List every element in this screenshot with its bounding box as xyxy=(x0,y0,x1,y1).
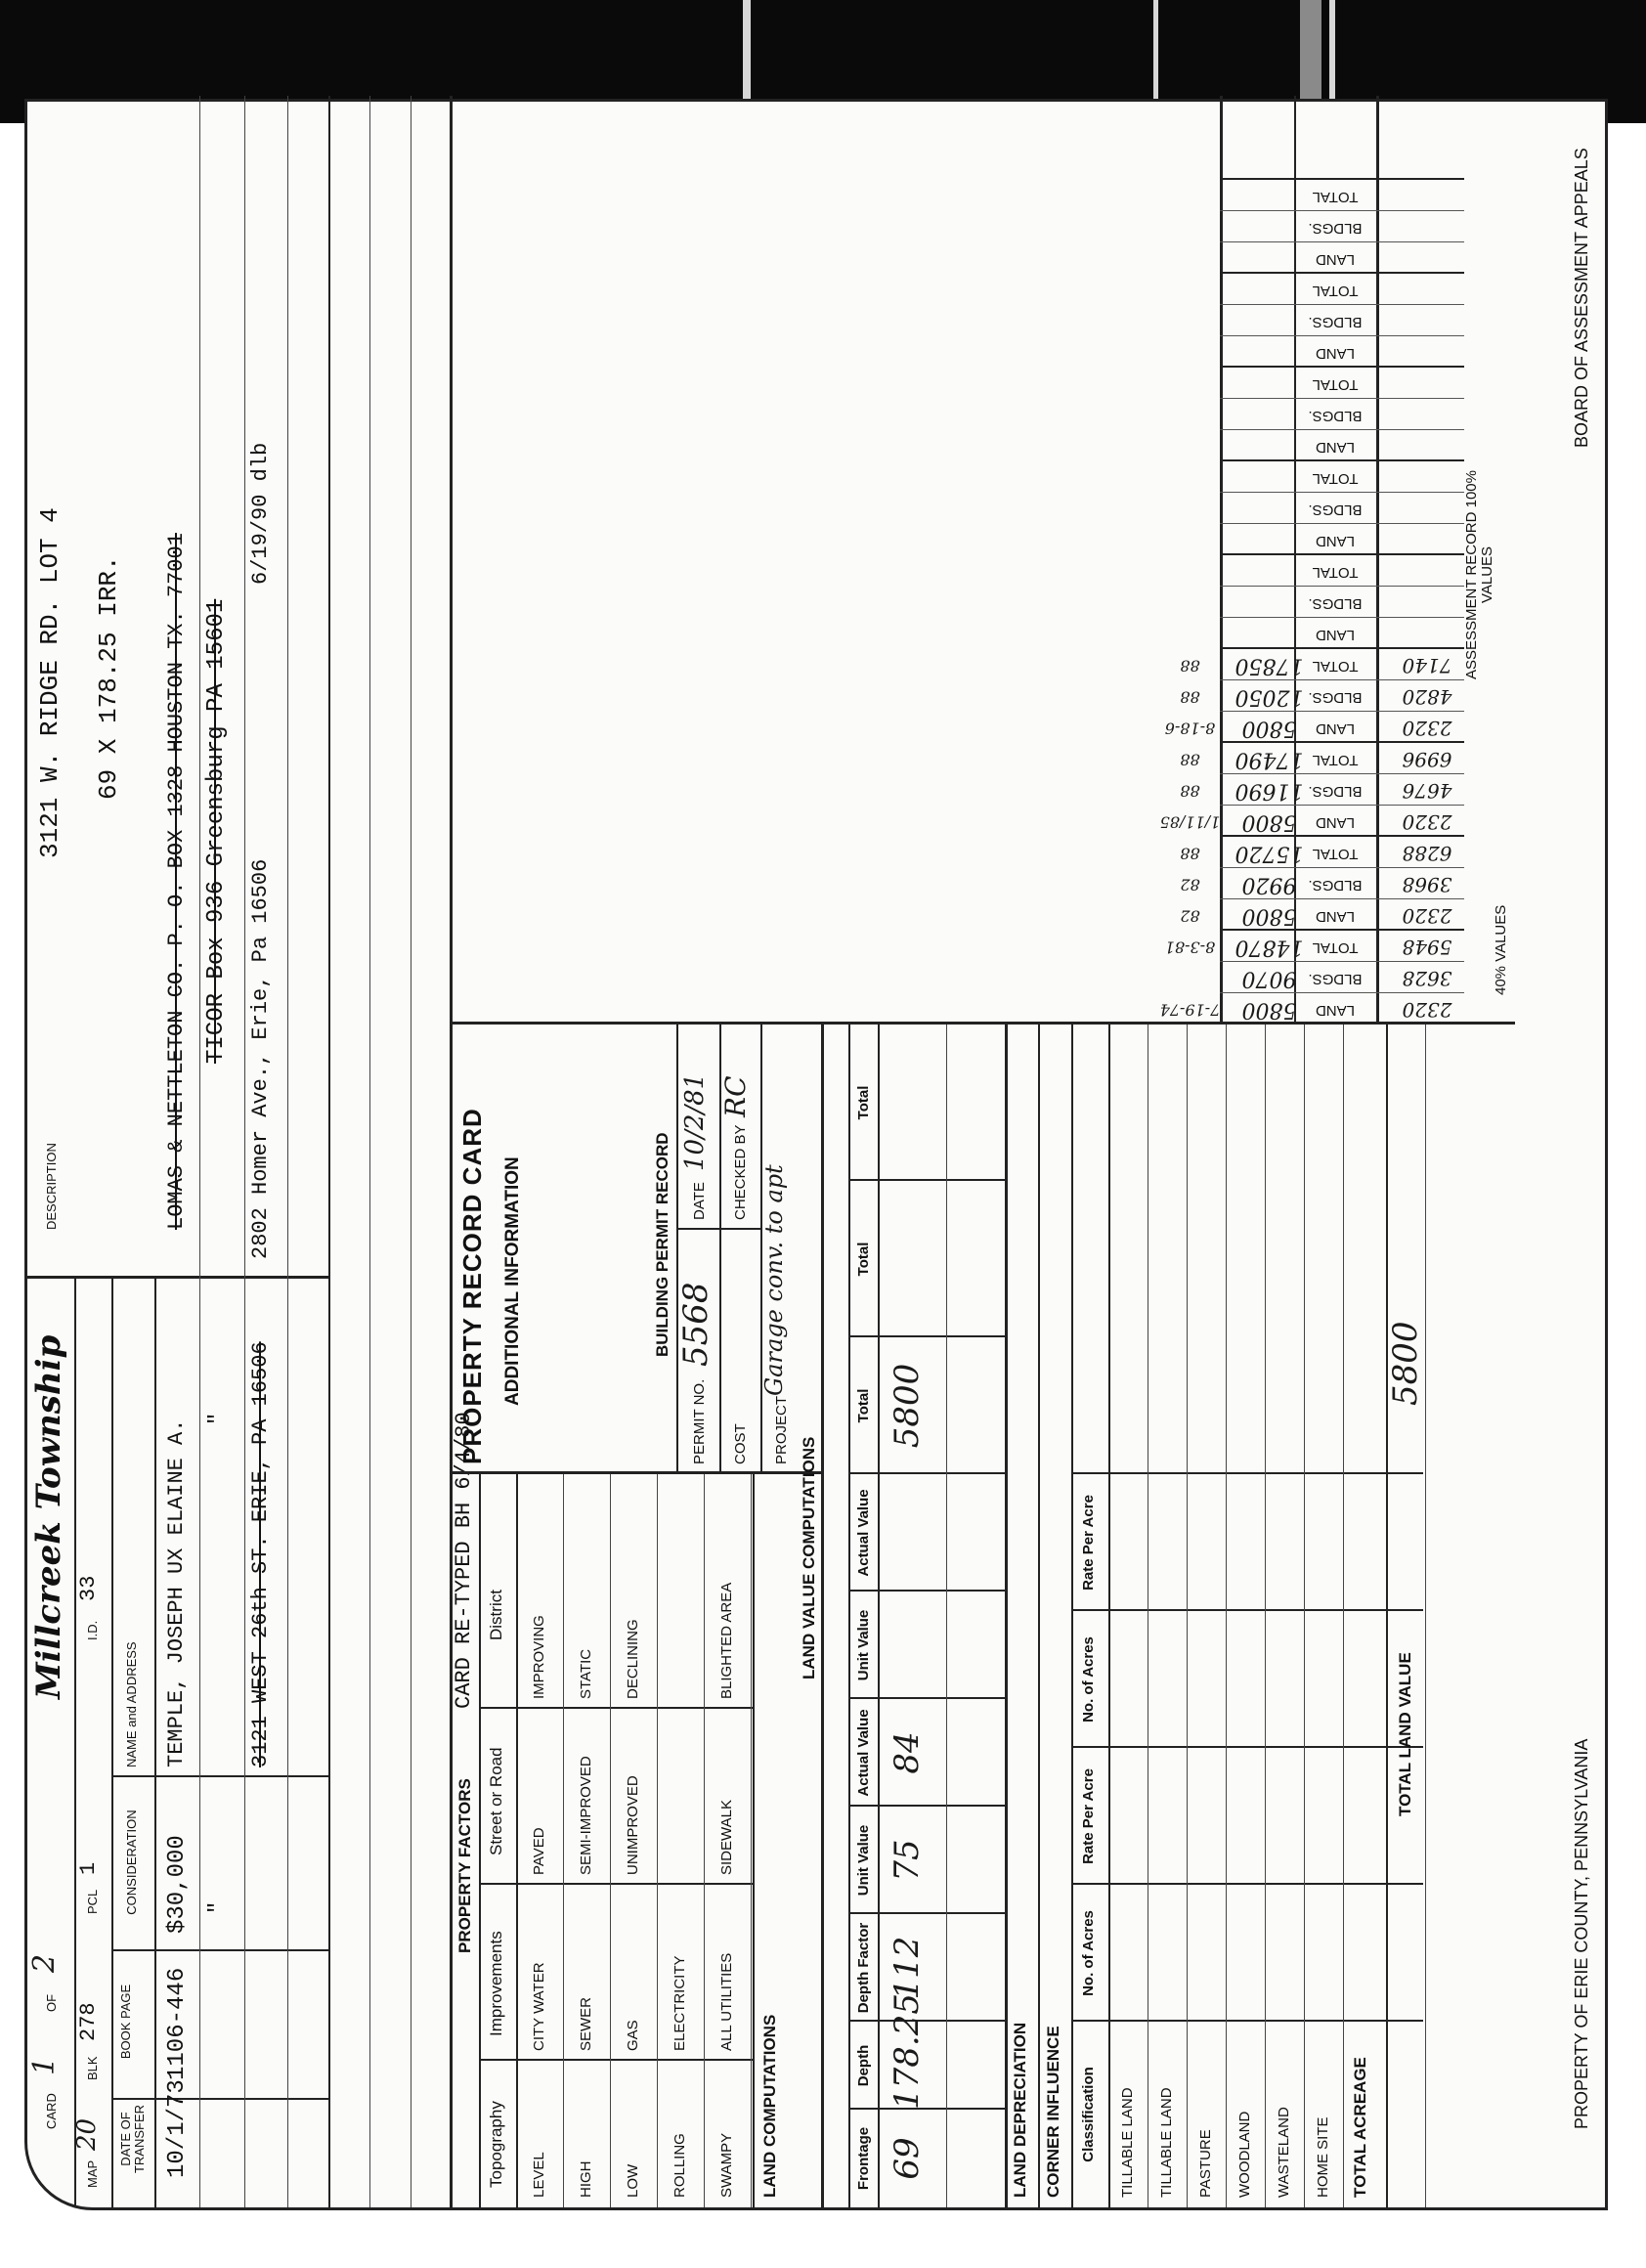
rule xyxy=(479,2059,753,2061)
total-land-value-amount: 5800 xyxy=(1386,1321,1425,1406)
land-value-column-header: Actual Value xyxy=(855,1489,872,1577)
rule xyxy=(1220,773,1464,774)
rule xyxy=(1220,741,1464,743)
land-value-column-header: Unit Value xyxy=(855,1824,872,1897)
assessment-100-value: 17490 xyxy=(1234,747,1304,772)
acreage-row-label: TILLABLE LAND xyxy=(1158,2087,1175,2198)
acreage-column-header: No. of Acres xyxy=(1080,1910,1097,1996)
assessment-row-label: LAND xyxy=(1316,627,1356,643)
assessment-row-label: TOTAL xyxy=(1312,189,1359,205)
factor-improvements-cell: SEWER xyxy=(578,1996,594,2051)
assessment-row-label: LAND xyxy=(1316,720,1356,737)
assessment-change-date: 8-18-6 xyxy=(1164,719,1216,738)
rule xyxy=(1220,647,1464,649)
blk-label: BLK xyxy=(85,2056,100,2080)
assessment-40-value: 6996 xyxy=(1402,748,1452,771)
land-value-column-header: Depth xyxy=(855,2044,872,2087)
assessment-change-date: 88 xyxy=(1180,844,1200,863)
land-value-cell: 84 xyxy=(888,1731,927,1774)
acreage-column-header: Classification xyxy=(1080,2067,1097,2162)
rule xyxy=(1220,898,1464,899)
ditto-mark: " xyxy=(205,1412,230,1425)
acreage-row-label: HOME SITE xyxy=(1315,2116,1331,2198)
assessment-40-value: 2320 xyxy=(1402,998,1452,1022)
checked-by-label: CHECKED BY xyxy=(732,1124,749,1220)
pcl-label: PCL xyxy=(85,1889,100,1914)
factor-improvements-cell: ELECTRICITY xyxy=(671,1955,688,2051)
land-value-cell: 178.25 xyxy=(888,1993,927,2110)
factor-improvements-cell: GAS xyxy=(625,2020,641,2051)
factor-district-cell: DECLINING xyxy=(625,1619,641,1699)
assessment-100-value: 15720 xyxy=(1234,841,1304,866)
rule xyxy=(111,1279,113,2207)
factor-street-cell: SIDEWALK xyxy=(718,1800,735,1875)
consideration-label: CONSIDERATION xyxy=(124,1810,139,1915)
rule xyxy=(1226,1025,1227,2207)
rule xyxy=(848,1179,1005,1181)
rule xyxy=(1220,304,1464,305)
rule xyxy=(1038,1025,1040,2207)
rule xyxy=(1220,961,1464,962)
factor-district-cell: BLIGHTED AREA xyxy=(718,1582,735,1699)
card-total: 2 xyxy=(27,1953,62,1973)
rule xyxy=(1220,867,1464,868)
land-value-cell: 75 xyxy=(888,1839,927,1882)
assessment-40-value: 4676 xyxy=(1402,779,1452,803)
assessment-row-label: BLDGS. xyxy=(1308,595,1363,612)
rule xyxy=(1425,1025,1426,2207)
property-factors-title: PROPERTY FACTORS xyxy=(455,1778,474,1953)
rule xyxy=(328,96,330,2207)
project-label: PROJECT xyxy=(773,1395,790,1464)
factor-street-cell: PAVED xyxy=(531,1827,547,1875)
assessment-change-date: 88 xyxy=(1180,687,1200,707)
land-value-column-header: Depth Factor xyxy=(855,1922,872,2014)
factor-topography-cell: LEVEL xyxy=(531,2152,547,2198)
district-header: District xyxy=(487,1590,505,1640)
rule xyxy=(1220,586,1464,587)
rule xyxy=(1071,1025,1073,2207)
assessment-40-value: 2320 xyxy=(1402,904,1452,928)
acreage-column-header: Rate Per Acre xyxy=(1080,1495,1097,1591)
rule xyxy=(1220,523,1464,524)
assessment-row-label: TOTAL xyxy=(1312,846,1359,862)
land-value-cell: 69 xyxy=(888,2137,927,2180)
id-label: I.D. xyxy=(85,1620,100,1640)
rule xyxy=(821,1025,824,2207)
assessment-row-label: BLDGS. xyxy=(1308,877,1363,894)
additional-info-label: ADDITIONAL INFORMATION xyxy=(502,1156,523,1406)
corner-influence-title: CORNER INFLUENCE xyxy=(1044,2026,1062,2198)
rule xyxy=(610,1474,611,2207)
improvements-header: Improvements xyxy=(487,1931,505,2036)
rule xyxy=(848,1025,850,2207)
assessment-row-label: BLDGS. xyxy=(1308,408,1363,424)
assessment-40-value: 4820 xyxy=(1402,685,1452,709)
land-value-column-header: Total xyxy=(855,1085,872,1120)
rule xyxy=(946,1025,947,2207)
rule xyxy=(1220,929,1464,931)
assessment-change-date: 82 xyxy=(1180,906,1200,926)
rule xyxy=(1220,805,1464,806)
rule xyxy=(1220,492,1464,493)
assessment-row-label: TOTAL xyxy=(1312,564,1359,581)
rule xyxy=(1220,992,1464,993)
assessment-change-date: 8-3-81 xyxy=(1164,938,1216,957)
ticor-address-struck: TICOR Box 936 Greensburg PA 15601 xyxy=(203,598,230,1064)
rule xyxy=(1220,241,1464,242)
ditto-mark: " xyxy=(205,1900,230,1914)
factor-topography-cell: ROLLING xyxy=(671,2133,688,2198)
land-value-cell: 5800 xyxy=(888,1363,927,1449)
assessment-row-label: LAND xyxy=(1316,1002,1356,1019)
assessment-row-label: LAND xyxy=(1316,814,1356,831)
rule xyxy=(199,96,200,2207)
book-page-label: BOOK PAGE xyxy=(118,1984,133,2060)
rule xyxy=(111,1775,328,1777)
forty-percent-label: 40% VALUES xyxy=(1493,904,1509,995)
assessment-100-value: 9070 xyxy=(1241,966,1297,991)
card-number: 1 xyxy=(27,2056,62,2075)
rule xyxy=(1220,553,1464,555)
card-area xyxy=(0,123,1646,2268)
rule xyxy=(450,1471,821,1474)
map-label: MAP xyxy=(85,2159,100,2188)
rule xyxy=(1220,210,1464,211)
rule xyxy=(1220,835,1464,837)
rule xyxy=(1220,617,1464,618)
rule xyxy=(563,1474,564,2207)
card-label: CARD xyxy=(44,2093,59,2129)
township-title: Millcreek Township xyxy=(29,1334,68,1699)
rule xyxy=(848,1805,1005,1807)
rule xyxy=(1220,398,1464,399)
rule xyxy=(753,1474,755,2207)
rule xyxy=(479,1707,753,1709)
transfer-date: 10/1/73 xyxy=(164,2079,191,2178)
assessment-40-value: 6288 xyxy=(1402,842,1452,865)
factor-topography-cell: HIGH xyxy=(578,2160,594,2198)
acreage-column-header: No. of Acres xyxy=(1080,1636,1097,1723)
permit-number: 5568 xyxy=(676,1282,715,1367)
assessment-row-label: BLDGS. xyxy=(1308,502,1363,518)
assessment-row-label: BLDGS. xyxy=(1308,971,1363,987)
assessment-row-label: TOTAL xyxy=(1312,939,1359,956)
factor-topography-cell: SWAMPY xyxy=(718,2132,735,2198)
rule xyxy=(1071,1746,1423,1748)
assessment-row-label: TOTAL xyxy=(1312,470,1359,487)
acreage-row-label: TILLABLE LAND xyxy=(1119,2087,1136,2198)
rule xyxy=(411,96,412,2207)
description-label: DESCRIPTION xyxy=(44,1143,59,1230)
assessment-100-value: 12050 xyxy=(1234,684,1304,710)
rule xyxy=(516,1474,518,2207)
assessment-change-date: 88 xyxy=(1180,656,1200,676)
assessment-row-label: TOTAL xyxy=(1312,658,1359,675)
land-value-column-header: Actual Value xyxy=(855,1709,872,1797)
rule xyxy=(1220,429,1464,430)
rule xyxy=(848,1335,1005,1337)
assessment-100-value: 11690 xyxy=(1234,778,1304,804)
acreage-row-label: WASTELAND xyxy=(1276,2107,1292,2198)
id-number: 33 xyxy=(76,1575,101,1601)
rule xyxy=(848,1697,1005,1699)
assessment-record-label: ASSESSMENT RECORD 100% VALUES xyxy=(1463,470,1495,679)
rule xyxy=(244,96,245,2207)
rule xyxy=(848,1590,1005,1592)
factor-street-cell: SEMI-IMPROVED xyxy=(578,1756,594,1875)
assessment-100-value: 17850 xyxy=(1234,653,1304,678)
prior-address-struck: 3121 WEST 26th ST. ERIE, PA 16506 xyxy=(248,1341,273,1767)
assessment-row-label: TOTAL xyxy=(1312,752,1359,768)
project-description: Garage conv. to apt xyxy=(760,1164,788,1396)
prior-owner-struck: LOMAS & NETTLETON CO. P. O. BOX 1328 HOUSTON TX. 77001 xyxy=(164,533,189,1230)
address-change-date: 6/19/90 dlb xyxy=(248,442,273,585)
assessment-row-label: LAND xyxy=(1316,345,1356,362)
transfer-consideration: $30,000 xyxy=(164,1835,191,1934)
land-value-column-header: Unit Value xyxy=(855,1609,872,1681)
land-value-column-header: Total xyxy=(855,1388,872,1423)
rule xyxy=(74,1279,76,2207)
footer-board: BOARD OF ASSESSMENT APPEALS xyxy=(1572,148,1591,448)
assessment-100-value: 5800 xyxy=(1241,809,1297,835)
land-value-column-header: Frontage xyxy=(855,2126,872,2191)
assessment-row-label: BLDGS. xyxy=(1308,314,1363,330)
assessment-row-label: BLDGS. xyxy=(1308,220,1363,237)
assessment-change-date: 7-19-74 xyxy=(1159,1000,1221,1020)
checked-by: RC xyxy=(719,1075,752,1117)
rule xyxy=(1265,1025,1266,2207)
rule xyxy=(369,96,370,2207)
assessment-row-label: BLDGS. xyxy=(1308,783,1363,800)
assessment-row-label: TOTAL xyxy=(1312,376,1359,393)
rule xyxy=(676,1025,678,1474)
rule xyxy=(27,1276,328,1279)
assessment-100-value: 9920 xyxy=(1241,872,1297,897)
assessment-100-value: 5800 xyxy=(1241,997,1297,1023)
rule xyxy=(1071,1472,1423,1474)
rule xyxy=(479,1883,753,1885)
assessment-change-date: 1/11/85 xyxy=(1159,812,1221,832)
assessment-100-value: 5800 xyxy=(1241,716,1297,741)
rule xyxy=(1005,1025,1008,2207)
total-land-value-label: TOTAL LAND VALUE xyxy=(1396,1652,1414,1816)
rule xyxy=(1343,1025,1344,2207)
rule xyxy=(1220,335,1464,336)
assessment-40-value: 3628 xyxy=(1402,967,1452,990)
acreage-column-header: Rate Per Acre xyxy=(1080,1768,1097,1864)
land-value-cell: 112 xyxy=(888,1936,927,2000)
rule xyxy=(479,1474,481,2207)
assessment-row-label: LAND xyxy=(1316,439,1356,456)
factor-street-cell: UNIMPROVED xyxy=(625,1775,641,1875)
assessment-row-label: LAND xyxy=(1316,251,1356,268)
assessment-100-value: 5800 xyxy=(1241,903,1297,929)
assessment-row-label: LAND xyxy=(1316,533,1356,549)
assessment-40-value: 2320 xyxy=(1402,717,1452,740)
rule xyxy=(1071,2020,1423,2022)
assessment-change-date: 88 xyxy=(1180,750,1200,769)
land-value-computations-title: LAND VALUE COMPUTATIONS xyxy=(800,1436,818,1679)
assessment-40-value: 2320 xyxy=(1402,810,1452,834)
rule xyxy=(848,2020,1005,2022)
rule xyxy=(1220,459,1464,461)
rule xyxy=(450,96,453,2207)
rule xyxy=(848,2108,1005,2110)
permit-no-label: PERMIT NO. xyxy=(691,1378,708,1464)
rule xyxy=(657,1474,658,2207)
description-line2: 69 X 178.25 IRR. xyxy=(94,555,123,800)
assessment-change-date: 82 xyxy=(1180,875,1200,894)
factor-topography-cell: LOW xyxy=(625,2163,641,2198)
blk-number: 278 xyxy=(76,2002,101,2041)
cost-label: COST xyxy=(732,1423,749,1464)
rule xyxy=(1220,178,1464,180)
factor-improvements-cell: CITY WATER xyxy=(531,1962,547,2051)
total-acreage-label: TOTAL ACREAGE xyxy=(1351,2057,1369,2198)
factor-district-cell: STATIC xyxy=(578,1648,594,1699)
factor-district-cell: IMPROVING xyxy=(531,1615,547,1699)
assessment-40-value: 7140 xyxy=(1402,654,1452,677)
pcl-number: 1 xyxy=(76,1861,101,1875)
building-permit-title: BUILDING PERMIT RECORD xyxy=(653,1132,671,1357)
assessment-row-label: BLDGS. xyxy=(1308,689,1363,706)
current-address: 2802 Homer Ave., Erie, Pa 16506 xyxy=(248,858,273,1259)
transfer-book-page: 1106-446 xyxy=(164,1967,191,2080)
rule xyxy=(111,1949,328,1951)
factor-improvements-cell: ALL UTILITIES xyxy=(718,1952,735,2051)
description-line1: 3121 W. RIDGE RD. LOT 4 xyxy=(35,507,65,858)
owner-name: TEMPLE, JOSEPH UX ELAINE A. xyxy=(164,1418,189,1767)
rule xyxy=(878,1025,880,2207)
assessment-change-date: 88 xyxy=(1180,781,1200,801)
name-address-label: NAME and ADDRESS xyxy=(124,1641,139,1767)
rule xyxy=(1187,1025,1188,2207)
rule xyxy=(1220,711,1464,712)
land-value-column-header: Total xyxy=(855,1242,872,1277)
land-depreciation-title: LAND DEPRECIATION xyxy=(1011,2022,1029,2198)
map-number: 20 xyxy=(72,2117,102,2151)
rule xyxy=(751,1474,752,2207)
record-card-title: PROPERTY RECORD CARD xyxy=(457,1108,487,1464)
rule xyxy=(1304,1025,1305,2207)
rule xyxy=(287,96,288,2207)
of-label: OF xyxy=(44,1993,59,2012)
rule xyxy=(450,1022,1515,1025)
topography-header: Topography xyxy=(487,2101,505,2188)
assessment-100-value: 14870 xyxy=(1234,935,1304,960)
rule xyxy=(704,1474,705,2207)
footer-property-of: PROPERTY OF ERIE COUNTY, PENNSYLVANIA xyxy=(1572,1738,1591,2129)
date-of-transfer-label: DATE OF TRANSFER xyxy=(118,2104,147,2174)
rule xyxy=(848,1912,1005,1914)
rule xyxy=(1386,1025,1388,2207)
street-header: Street or Road xyxy=(487,1747,505,1855)
assessment-40-value: 5948 xyxy=(1402,936,1452,959)
permit-date-label: DATE xyxy=(691,1182,708,1220)
rule xyxy=(1220,366,1464,368)
acreage-row-label: PASTURE xyxy=(1197,2129,1214,2198)
rule xyxy=(1220,272,1464,274)
rule xyxy=(1071,1609,1423,1611)
assessment-row-label: TOTAL xyxy=(1312,283,1359,299)
assessment-row-label: LAND xyxy=(1316,908,1356,925)
rule xyxy=(848,1472,1005,1474)
rule xyxy=(1220,679,1464,680)
rule xyxy=(1071,1883,1423,1885)
rule xyxy=(1108,1025,1110,2207)
assessment-40-value: 3968 xyxy=(1402,873,1452,896)
property-record-card xyxy=(24,99,1608,2210)
acreage-row-label: WOODLAND xyxy=(1236,2111,1253,2198)
rule xyxy=(154,1279,156,2207)
permit-date: 10/2/81 xyxy=(680,1072,710,1171)
rule xyxy=(676,1228,760,1230)
card-retyped-note: CARD RE-TYPED BH 6/4/80 xyxy=(452,1412,476,1709)
land-computations-title: LAND COMPUTATIONS xyxy=(760,2014,779,2198)
